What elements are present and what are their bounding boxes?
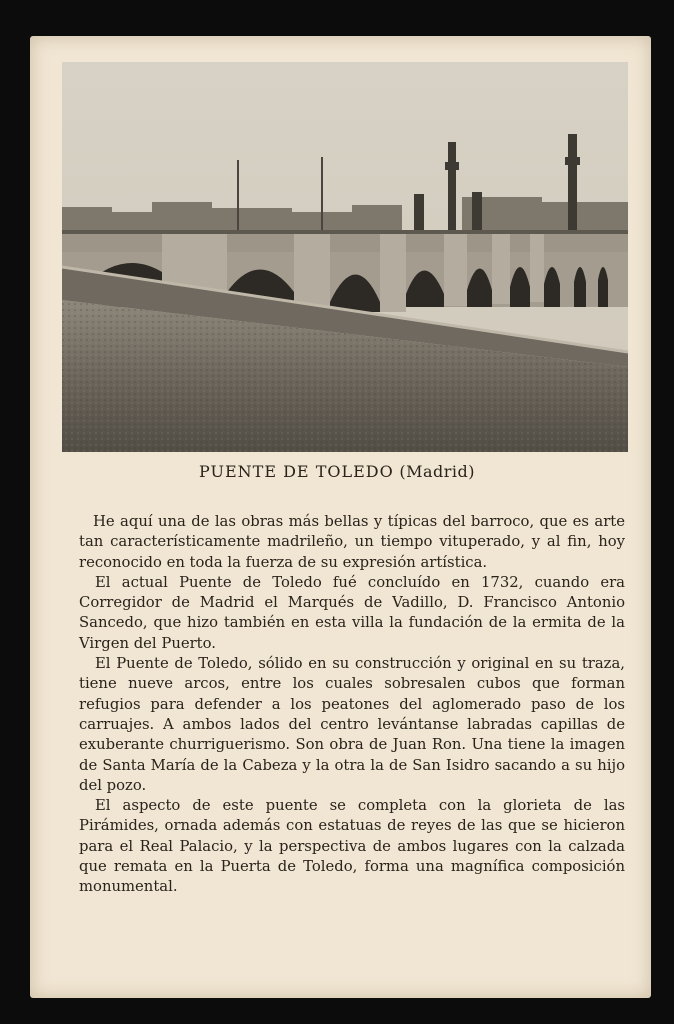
- paragraph: El Puente de Toledo, sólido en su construcción y original en su traza, tiene nueve arcos, entre los cuales sobresalen cubos que forman refugios para defender a los peatones del aglomerado paso de los carruajes. A ambos lados del centro levántanse labradas capillas de exuberante churriguerismo. Son obra de Juan Ron. Una tiene la imagen de Santa María de la Cabeza y la otra la de San Isidro sacando a su hijo del pozo.: [79, 655, 625, 794]
- paragraph: El aspecto de este puente se completa con la glorieta de las Pirámides, ornada además con estatuas de reyes de las que se hicieron para el Real Palacio, y la perspectiva de ambos lugares con la calzada que remata en la Puerta de Toledo, forma una magnífica composición monumental.: [79, 797, 625, 896]
- photo-caption: [0, 462, 674, 481]
- caption-title: PUENTE DE TOLEDO: [199, 462, 394, 481]
- description-text: [79, 512, 625, 898]
- paragraph: He aquí una de las obras más bellas y típicas del barroco, que es arte tan característicamente madrileño, un tiempo vituperado, y al fin, hoy reconocido en toda la fuerza de su expresión artística.: [79, 513, 625, 571]
- paragraph: El actual Puente de Toledo fué concluído en 1732, cuando era Corregidor de Madrid el Marqués de Vadillo, D. Francisco Antonio Sancedo, que hizo también en esta villa la fundación de la ermita de la Virgen del Puerto.: [79, 573, 625, 652]
- caption-subtitle: (Madrid): [399, 462, 475, 481]
- bridge-photograph: [62, 62, 628, 452]
